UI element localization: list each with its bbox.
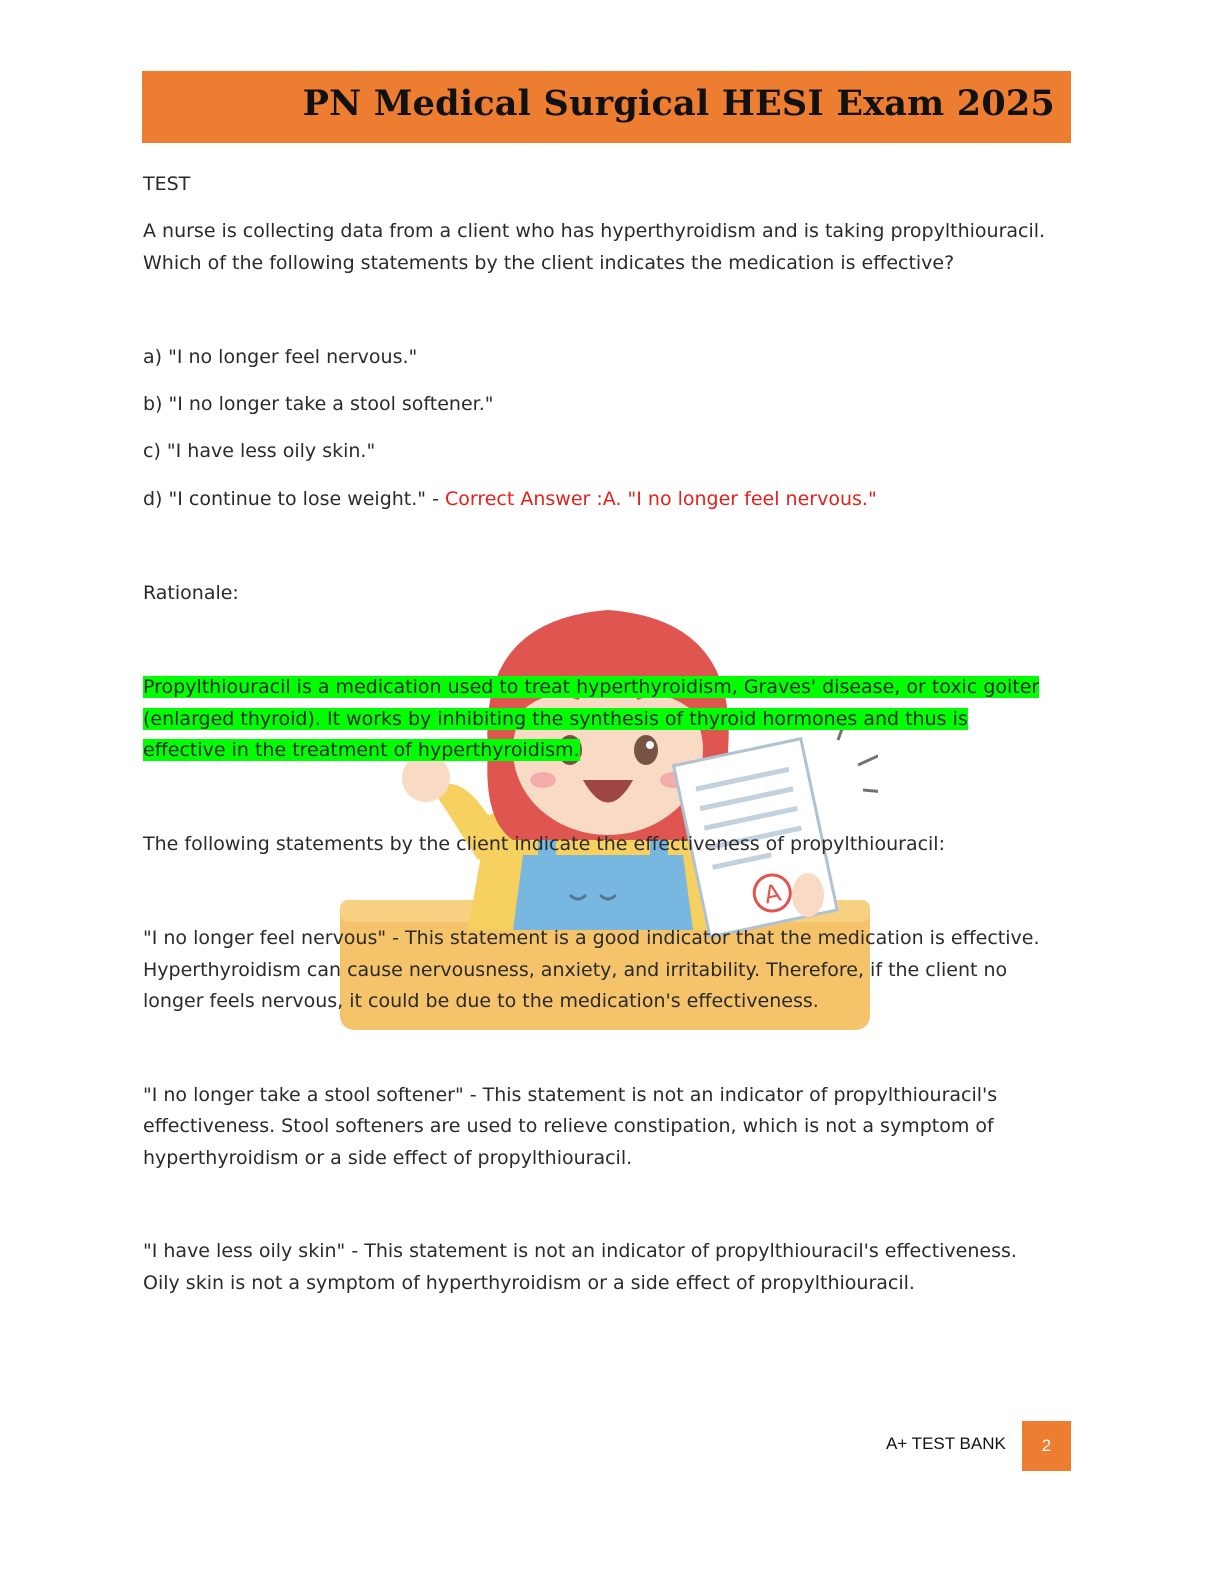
highlight-line-3 <box>143 735 580 767</box>
page-title: PN Medical Surgical HESI Exam 2025 <box>302 83 1055 124</box>
section-label: TEST <box>143 173 191 195</box>
correct-answer: Correct Answer :A. "I no longer feel nervous." <box>438 488 877 510</box>
para2-line-2: effectiveness. Stool softeners are used to relieve constipation, which is not a symptom of <box>143 1115 994 1137</box>
option-c: c) "I have less oily skin." <box>143 440 376 462</box>
para2-line-1: "I no longer take a stool softener" - This statement is not an indicator of propylthiouracil's <box>143 1084 998 1106</box>
highlight-text-2: (enlarged thyroid). It works by inhibiting the synthesis of thyroid hormones and thus is <box>143 708 968 730</box>
overalls-shape <box>513 855 693 930</box>
option-a: a) "I no longer feel nervous." <box>143 346 418 368</box>
rationale-label: Rationale: <box>143 582 239 604</box>
option-d: d) "I continue to lose weight." - <box>143 488 439 510</box>
page-number: 2 <box>1022 1421 1071 1471</box>
footer-label: A+ TEST BANK <box>886 1434 1006 1453</box>
para1-line-1: "I no longer feel nervous" - This statement is a good indicator that the medication is effective. <box>143 927 1040 949</box>
para3-line-1: "I have less oily skin" - This statement is not an indicator of propylthiouracil's effectiveness. <box>143 1240 1017 1262</box>
highlight-text-1: Propylthiouracil is a medication used to treat hyperthyroidism, Graves' disease, or toxic goiter <box>143 676 1040 698</box>
para1-line-3: longer feels nervous, it could be due to the medication's effectiveness. <box>143 990 819 1012</box>
para3-line-2: Oily skin is not a symptom of hyperthyroidism or a side effect of propylthiouracil. <box>143 1272 915 1294</box>
question-line-1: A nurse is collecting data from a client who has hyperthyroidism and is taking propylthiouracil. <box>143 220 1046 242</box>
grade-text: A <box>761 878 784 910</box>
highlight-line-2 <box>143 704 968 736</box>
highlight-text-3: effective in the treatment of hyperthyroidism. <box>143 739 580 761</box>
highlight-line-1 <box>143 672 1039 704</box>
question-line-2: Which of the following statements by the client indicates the medication is effective? <box>143 252 955 274</box>
header-bar <box>142 71 1071 143</box>
para2-line-3: hyperthyroidism or a side effect of propylthiouracil. <box>143 1147 633 1169</box>
rationale-intro: The following statements by the client indicate the effectiveness of propylthiouracil: <box>143 833 945 855</box>
option-d-line <box>143 484 877 516</box>
para1-line-2: Hyperthyroidism can cause nervousness, anxiety, and irritability. Therefore, if the client no <box>143 959 1008 981</box>
option-b: b) "I no longer take a stool softener." <box>143 393 494 415</box>
